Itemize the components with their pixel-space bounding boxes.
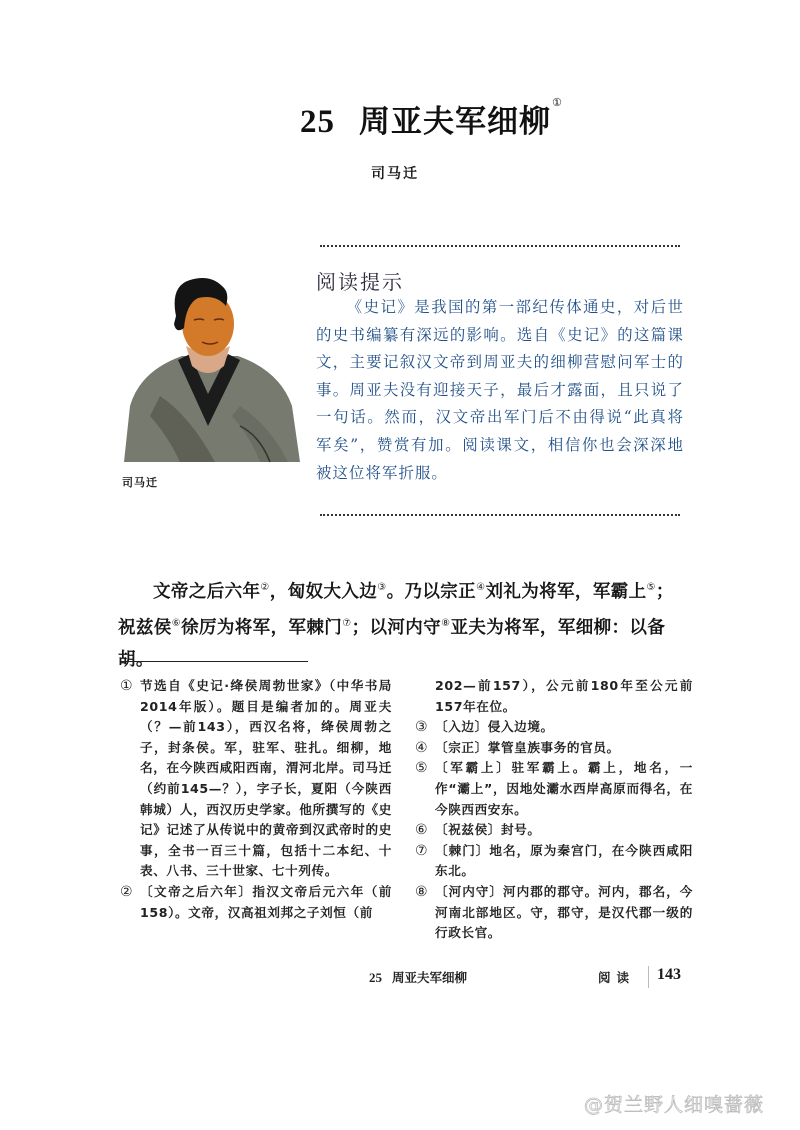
footnote-2-continued [415,676,693,717]
footnote-1 [120,676,392,882]
footnotes-right-column [415,676,693,944]
footnote-ref[interactable]: ③ [377,582,387,593]
portrait-sima-qian-image [120,276,302,466]
footnote-text: 〔文帝之后六年〕指汉文帝后元六年（前158）。文帝，汉高祖刘邦之子刘恒（前 [140,883,392,920]
footnote-text: 202—前157），公元前180年至公元前157年在位。 [435,678,693,714]
footer-lesson-number: 25 [369,970,382,985]
footnote-text: 〔宗正〕掌管皇族事务的官员。 [435,739,620,755]
footnote-8 [415,882,693,944]
watermark: @贺兰野人细嗅蔷薇 [584,1094,765,1116]
text-segment: 。乃以宗正 [386,581,477,602]
author-name: 司马迁 [371,166,419,182]
footnote-text: 〔入边〕侵入边境。 [435,719,554,735]
footnote-text: 〔棘门〕地名，原为秦宫门，在今陕西咸阳东北。 [435,842,693,879]
footnote-text: 节选自《史记·绛侯周勃世家》（中华书局2014年版）。题目是编者加的。周亚夫（？—前143），西汉名将，绛侯周勃之子，封条侯。军，驻军、驻扎。细柳，地名，在今陕西咸阳西南，渭河北岸。司马迁（约前145—？），字子长，夏阳（今陕西韩城）人，西汉历史学家。他所撰写的《史记》记述了从传说中的黄帝到汉武帝时的史事，全书一百三十篇，包括十二本纪、十表、八书、三十世家、七十列传。 [140,678,392,879]
lesson-number: 25 [300,104,335,140]
portrait-caption: 司马迁 [122,476,158,489]
footnote-4 [415,738,693,759]
lesson-title [300,96,563,141]
footnote-ref[interactable]: ⑧ [441,617,451,629]
footnote-marker: ③ [415,719,429,736]
footnote-2 [120,882,392,923]
footnote-ref[interactable]: ⑥ [171,617,182,629]
reading-hint-body [316,294,684,487]
footnote-marker: ⑧ [415,883,429,900]
footnote-separator [120,661,308,662]
footnote-marker [415,676,435,717]
hint-top-divider [320,245,680,247]
footnote-6 [415,820,693,841]
footnotes-left-column [120,676,392,923]
lesson-title-text: 周亚夫军细柳 [359,104,551,140]
text-segment: 刘礼为将军，军霸上 [485,581,647,602]
text-segment: ；祝兹侯 [118,581,674,638]
reading-hint-heading: 阅读提示 [316,270,404,294]
footnote-7 [415,841,693,882]
footnote-text: 〔河内守〕河内郡的郡守。河内，郡名，今河南北部地区。守，郡守，是汉代郡一级的行政长官。 [435,883,693,941]
footnote-marker: ④ [415,739,429,756]
footnote-marker: ⑦ [415,842,429,859]
footnote-text: 〔祝兹侯〕封号。 [435,822,541,838]
text-segment: 亚夫为将军，军细柳：以备胡。 [118,617,666,670]
text-segment: ，匈奴大入边 [269,581,378,602]
running-footer-title [369,968,467,986]
footnote-3 [415,717,693,738]
footnote-marker: ⑤ [415,760,429,777]
footnote-marker: ⑥ [415,822,429,839]
footnote-marker: ② [120,883,134,900]
page-number: 143 [657,966,681,983]
text-segment: ；以河内守 [351,617,442,638]
footer-divider [648,966,649,988]
footnote-ref[interactable]: ⑤ [646,582,656,593]
text-segment: 徐厉为将军，军棘门 [181,617,343,638]
footnote-marker: ① [120,678,134,694]
footer-section-label: 阅读 [598,970,636,985]
footnote-ref[interactable]: ④ [476,582,486,593]
footnote-5 [415,758,693,820]
footnote-ref[interactable]: ② [260,582,270,593]
footer-lesson-title: 周亚夫军细柳 [392,970,468,985]
title-footnote-marker[interactable]: ① [552,96,563,109]
text-segment: 文帝之后六年 [153,581,261,602]
hint-bottom-divider [320,514,680,516]
reading-hint-paragraph: 《史记》是我国的第一部纪传体通史，对后世的史书编纂有深远的影响。选自《史记》的这篇课文，主要记叙汉文帝到周亚夫的细柳营慰问军士的事。周亚夫没有迎接天子，最后才露面，且只说了一句话。然而，汉文帝出军门后不由得说“此真将军矣”，赞赏有加。阅读课文，相信你也会深深地被这位将军折服。 [316,298,684,482]
footnote-text: 〔军霸上〕驻军霸上。霸上，地名，一作“灞上”，因地处灞水西岸高原而得名，在今陕西西安东。 [435,760,693,817]
footnote-ref[interactable]: ⑦ [342,617,352,629]
